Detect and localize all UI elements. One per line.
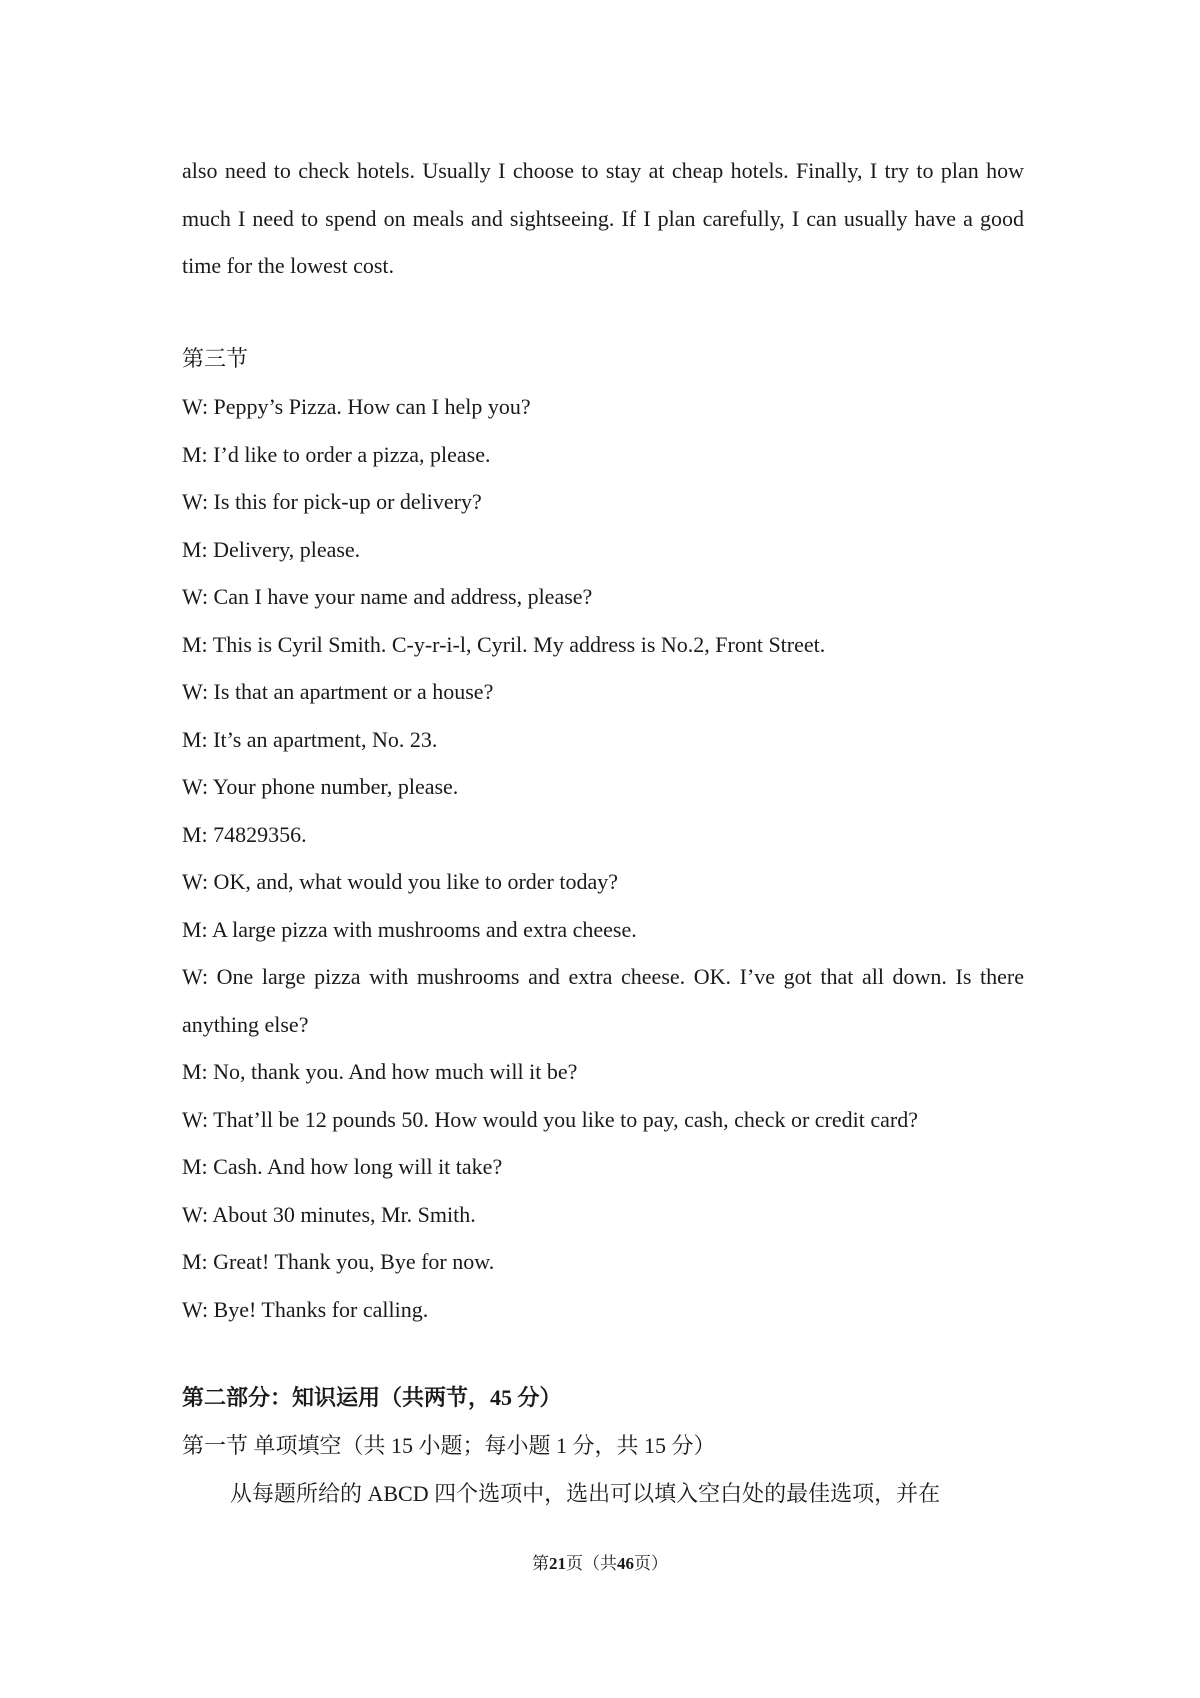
dialogue-line: M: This is Cyril Smith. C-y-r-i-l, Cyril. My address is No.2, Front Street. (182, 631, 826, 657)
page-footer (0, 1552, 1200, 1576)
dialogue-line: W: Bye! Thanks for calling. (182, 1296, 429, 1322)
dialogue-line: W: OK, and, what would you like to order today? (182, 869, 619, 894)
dialogue-line: W: Is that an apartment or a house? (182, 679, 494, 704)
dialogue-line: M: Cash. And how long will it take? (182, 1154, 503, 1179)
dialogue-line: M: It’s an apartment, No. 23. (182, 726, 438, 752)
section-heading: 第三节 (182, 346, 249, 371)
section-heading: 第一节 单项填空（共 15 小题；每小题 1 分，共 15 分） (182, 1433, 716, 1458)
part-heading: 第二部分：知识运用（共两节，45 分） (182, 1385, 562, 1410)
dialogue-line: M: Delivery, please. (182, 536, 361, 562)
footer-prefix: 第 (532, 1554, 549, 1573)
dialogue-line: M: A large pizza with mushrooms and extra cheese. (182, 916, 637, 942)
dialogue-line: W: Is this for pick-up or delivery? (182, 489, 482, 514)
page-number: 21 (549, 1554, 566, 1573)
dialogue-line: M: Great! Thank you, Bye for now. (182, 1249, 495, 1274)
dialogue-line: M: 74829356. (182, 821, 307, 847)
dialogue-line: W: That’ll be 12 pounds 50. How would you like to pay, cash, check or credit card? (182, 1106, 918, 1132)
dialogue-line: W: About 30 minutes, Mr. Smith. (182, 1201, 476, 1227)
instruction-text: 从每题所给的 ABCD 四个选项中，选出可以填入空白处的最佳选项，并在 (230, 1481, 941, 1506)
footer-suffix: 页） (634, 1554, 668, 1573)
dialogue-line: W: Peppy’s Pizza. How can I help you? (182, 394, 531, 419)
dialogue-line: W: One large pizza with mushrooms and extra cheese. OK. I’ve got that all down. Is there anything else? (182, 964, 1024, 1037)
total-pages: 46 (617, 1554, 634, 1573)
dialogue-line: M: I’d like to order a pizza, please. (182, 441, 491, 467)
dialogue-transcript (182, 383, 1024, 1333)
dialogue-line: W: Can I have your name and address, please? (182, 584, 593, 609)
dialogue-line: M: No, thank you. And how much will it be? (182, 1059, 578, 1084)
footer-middle: 页（共 (566, 1554, 617, 1573)
dialogue-line: W: Your phone number, please. (182, 774, 459, 799)
intro-paragraph: also need to check hotels. Usually I choose to stay at cheap hotels. Finally, I try to plan how much I need to spend on meals and sightseeing. If I plan carefully, I can usually have a good time for the lowest cost. (182, 158, 1024, 278)
